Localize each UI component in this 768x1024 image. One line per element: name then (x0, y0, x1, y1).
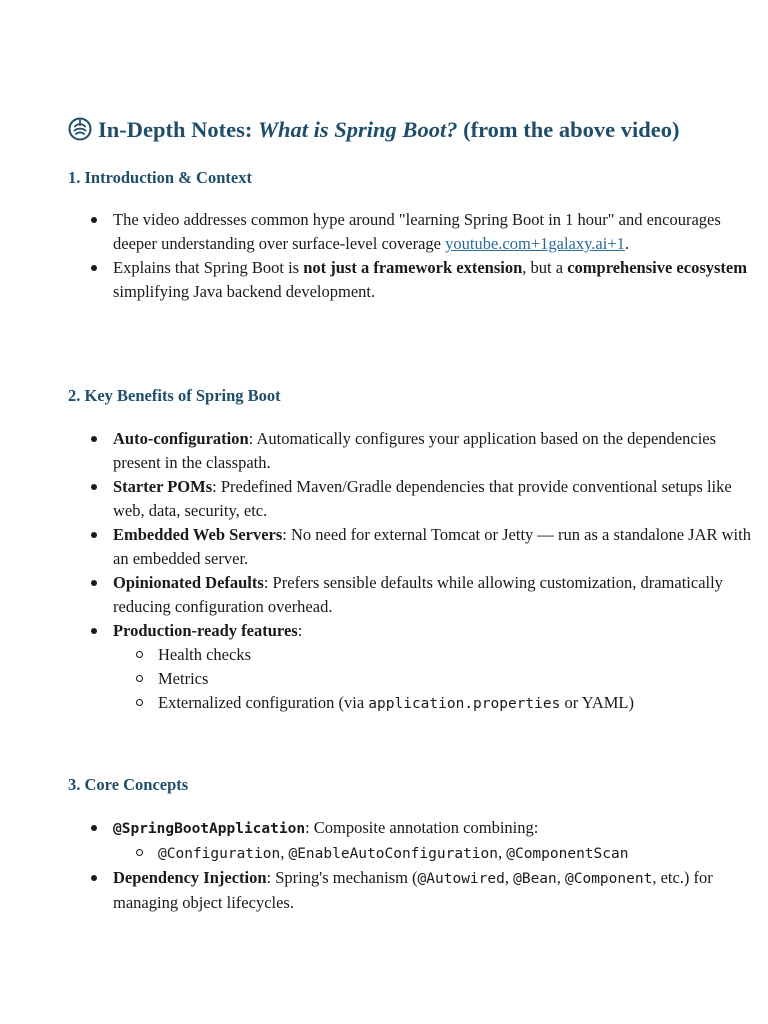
sub-list-item: @Configuration, @EnableAutoConfiguration, @ComponentScan (158, 841, 753, 866)
source-link[interactable]: youtube.com+1galaxy.ai+1 (445, 234, 625, 253)
list-item: Production-ready features: Health checks Metrics Externalized configuration (via application.properties or YAML) (113, 619, 753, 716)
list-item: Starter POMs: Predefined Maven/Gradle dependencies that provide conventional setups like web, data, security, etc. (113, 475, 753, 523)
page-title (68, 114, 680, 150)
title-emphasis: What is Spring Boot? (258, 117, 458, 142)
list-item: @SpringBootApplication: Composite annotation combining: @Configuration, @EnableAutoConfiguration, @ComponentScan (113, 816, 753, 866)
annotation-sublist (113, 841, 753, 866)
list-item: Explains that Spring Boot is not just a framework extension, but a comprehensive ecosystem simplifying Java backend development. (113, 256, 753, 304)
production-features-sublist (113, 643, 753, 716)
sub-list-item: Metrics (158, 667, 753, 691)
list-item: Auto-configuration: Automatically configures your application based on the dependencies present in the classpath. (113, 427, 753, 475)
section-heading-key-benefits: 2. Key Benefits of Spring Boot (68, 386, 281, 405)
section-heading-introduction: 1. Introduction & Context (68, 168, 252, 187)
list-item: The video addresses common hype around "learning Spring Boot in 1 hour" and encourages deeper understanding over surface-level coverage youtube.com+1galaxy.ai+1. (113, 208, 753, 256)
sub-list-item: Externalized configuration (via application.properties or YAML) (158, 691, 753, 716)
title-prefix: In-Depth Notes: (98, 117, 258, 142)
list-item: Dependency Injection: Spring's mechanism (@Autowired, @Bean, @Component, etc.) for managing object lifecycles. (113, 866, 753, 915)
introduction-list (68, 208, 753, 304)
list-item: Embedded Web Servers: No need for external Tomcat or Jetty — run as a standalone JAR with an embedded server. (113, 523, 753, 571)
sub-list-item: Health checks (158, 643, 753, 667)
list-item: Opinionated Defaults: Prefers sensible defaults while allowing customization, dramatically reducing configuration overhead. (113, 571, 753, 619)
core-concepts-list (68, 816, 753, 915)
brain-icon (68, 117, 92, 150)
title-suffix: (from the above video) (457, 117, 680, 142)
benefits-list (68, 427, 753, 716)
section-heading-core-concepts: 3. Core Concepts (68, 775, 189, 794)
